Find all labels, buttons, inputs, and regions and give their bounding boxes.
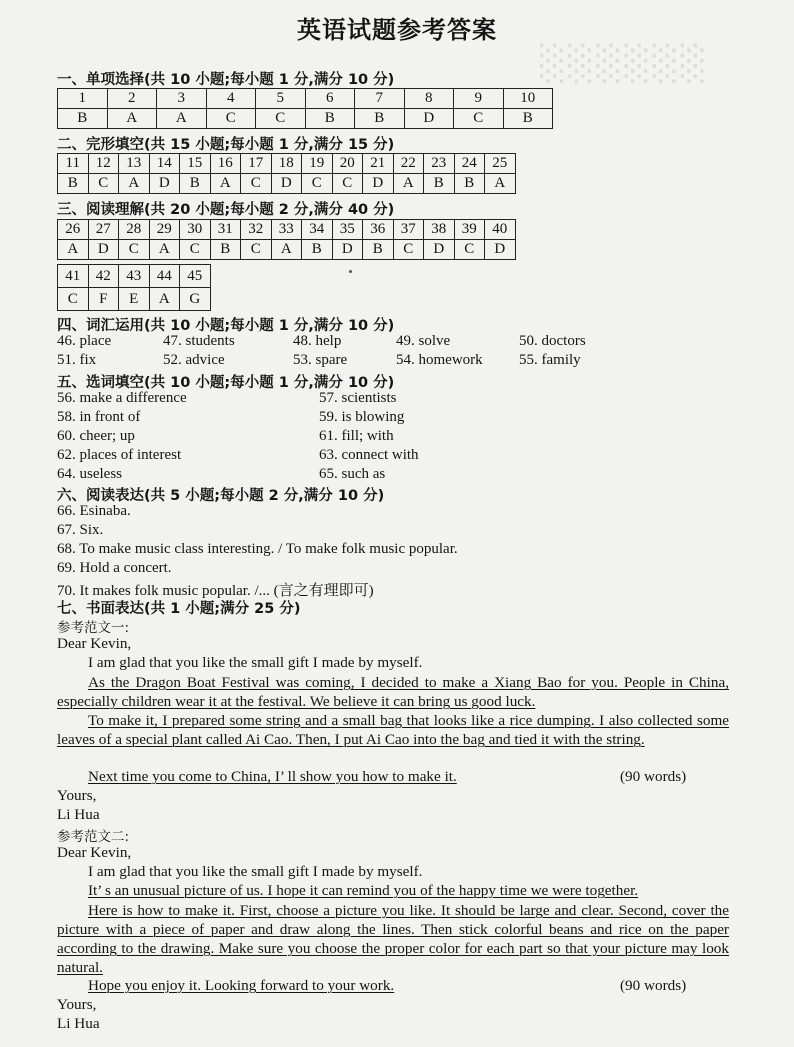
cell: 10 (503, 89, 553, 109)
cell: 32 (241, 220, 272, 240)
essay1-word-count: (90 words) (620, 768, 687, 785)
cell: 16 (210, 154, 241, 174)
cell: A (210, 174, 241, 194)
cell: D (485, 240, 516, 260)
vocab-item: 53. spare (293, 352, 348, 368)
question-number-row (58, 89, 553, 109)
cell: D (271, 174, 302, 194)
question-number-row (58, 154, 516, 174)
cell: 45 (180, 265, 211, 288)
fill-item: 65. such as (319, 466, 386, 482)
answer-table-3 (57, 219, 516, 260)
cell: D (332, 240, 363, 260)
fill-item: 63. connect with (319, 447, 419, 463)
cell: 17 (241, 154, 272, 174)
cell: C (332, 174, 363, 194)
cell: A (149, 288, 180, 311)
cell: B (58, 174, 89, 194)
cell: 41 (58, 265, 89, 288)
fill-item: 64. useless (57, 466, 122, 482)
cell: 23 (424, 154, 455, 174)
cell: 22 (393, 154, 424, 174)
vocab-item: 48. help (293, 333, 342, 349)
section-5-heading: 五、选词填空(共 10 小题;每小题 1 分,满分 10 分) (57, 375, 395, 391)
cell: B (424, 174, 455, 194)
cell: 31 (210, 220, 241, 240)
cell: 24 (454, 154, 485, 174)
cell: A (119, 174, 150, 194)
cell: 13 (119, 154, 150, 174)
answer-table-3b (57, 264, 211, 311)
essay1-paragraph-3: To make it, I prepared some string and a small bag that looks like a rice dumping. I also collected some leaves of a special plant called Ai Cao. Then, I put Ai Cao into the bag and tied it with the string. (57, 712, 729, 748)
answer-table-2 (57, 153, 516, 194)
vocab-item: 49. solve (396, 333, 451, 349)
essay1-paragraph-1: I am glad that you like the small gift I made by myself. (88, 654, 423, 671)
fill-item: 58. in front of (57, 409, 141, 425)
cell: D (88, 240, 119, 260)
section-1-heading: 一、单项选择(共 10 小题;每小题 1 分,满分 10 分) (57, 72, 395, 88)
question-number-row (58, 220, 516, 240)
cell: 3 (157, 89, 207, 109)
cell: C (206, 109, 256, 129)
essay1-closing: Yours, (57, 787, 97, 804)
cell: B (355, 109, 405, 129)
cell: E (119, 288, 150, 311)
vocab-item: 55. family (519, 352, 581, 368)
answer-table-1 (57, 88, 553, 129)
cell: 15 (180, 154, 211, 174)
cell: 27 (88, 220, 119, 240)
essay2-label: 参考范文二: (57, 829, 130, 845)
cell: 25 (485, 154, 516, 174)
cell: A (485, 174, 516, 194)
cell: 29 (149, 220, 180, 240)
cell: 34 (302, 220, 333, 240)
cell: A (393, 174, 424, 194)
reading-answer: 68. To make music class interesting. / To make folk music popular. (57, 541, 458, 557)
cell: 21 (363, 154, 394, 174)
cell: 4 (206, 89, 256, 109)
cell: 42 (88, 265, 119, 288)
vocab-item: 46. place (57, 333, 112, 349)
cell: 19 (302, 154, 333, 174)
section-3-heading: 三、阅读理解(共 20 小题;每小题 2 分,满分 40 分) (57, 202, 395, 218)
essay2-paragraph-3: Here is how to make it. First, choose a picture you like. It should be large and clear. Second, cover the picture with a piece of paper and draw along the lines. Then stick colorful beans and rice on the paper according to the drawing. Make sure you choose the proper color for each part so that your picture may look natural. (57, 902, 729, 976)
essay1-paragraph-4: Next time you come to China, I’ ll show you how to make it. (88, 768, 457, 785)
cell: 44 (149, 265, 180, 288)
cell: C (454, 240, 485, 260)
vocab-item: 51. fix (57, 352, 97, 368)
essay2-word-count: (90 words) (620, 977, 687, 994)
bleed-through-decoration: ░░░░░░ (540, 44, 709, 84)
essay1-greeting: Dear Kevin, (57, 635, 132, 652)
cell: 30 (180, 220, 211, 240)
section-6-heading: 六、阅读表达(共 5 小题;每小题 2 分,满分 10 分) (57, 488, 385, 504)
cell: 11 (58, 154, 89, 174)
cell: A (157, 109, 207, 129)
cell: A (58, 240, 89, 260)
cell: G (180, 288, 211, 311)
reading-answer: 69. Hold a concert. (57, 560, 172, 576)
cell: 37 (393, 220, 424, 240)
cell: C (454, 109, 504, 129)
cell: C (241, 174, 272, 194)
cell: 12 (88, 154, 119, 174)
cell: D (149, 174, 180, 194)
reading-answer: 66. Esinaba. (57, 503, 131, 519)
reading-answer: 67. Six. (57, 522, 104, 538)
cell: F (88, 288, 119, 311)
fill-item: 57. scientists (319, 390, 397, 406)
cell: B (180, 174, 211, 194)
essay1-paragraph-2: As the Dragon Boat Festival was coming, I decided to make a Xiang Bao for you. People in China, especially children wear it at the festival. We believe it can bring us good luck. (57, 674, 729, 710)
cell: 18 (271, 154, 302, 174)
answer-row (58, 109, 553, 129)
cell: 28 (119, 220, 150, 240)
essay1-paragraph-3-wrap (57, 711, 729, 749)
reading-answer: 70. It makes folk music popular. /... (言之有理即可) (57, 583, 374, 599)
essay2-paragraph-2: It’ s an unusual picture of us. I hope it can remind you of the happy time we were together. (88, 882, 639, 899)
cell: 5 (256, 89, 306, 109)
cell: 39 (454, 220, 485, 240)
cell: D (363, 174, 394, 194)
cell: 6 (305, 89, 355, 109)
cell: D (424, 240, 455, 260)
cell: 26 (58, 220, 89, 240)
essay1-paragraph-2-wrap (57, 673, 729, 711)
essay2-closing: Yours, (57, 996, 97, 1013)
cell: 20 (332, 154, 363, 174)
cell: B (454, 174, 485, 194)
cell: C (180, 240, 211, 260)
speck (349, 270, 352, 273)
essay2-paragraph-4: Hope you enjoy it. Looking forward to your work. (88, 977, 395, 994)
vocab-item: 52. advice (163, 352, 225, 368)
fill-item: 62. places of interest (57, 447, 182, 463)
cell: C (119, 240, 150, 260)
cell: C (256, 109, 306, 129)
cell: C (393, 240, 424, 260)
cell: D (404, 109, 454, 129)
section-4-heading: 四、词汇运用(共 10 小题;每小题 1 分,满分 10 分) (57, 318, 395, 334)
cell: C (58, 288, 89, 311)
section-7-heading: 七、书面表达(共 1 小题;满分 25 分) (57, 601, 301, 617)
question-number-row (58, 265, 211, 288)
cell: B (363, 240, 394, 260)
cell: 9 (454, 89, 504, 109)
essay2-signature: Li Hua (57, 1015, 100, 1032)
cell: 33 (271, 220, 302, 240)
fill-item: 61. fill; with (319, 428, 394, 444)
cell: 36 (363, 220, 394, 240)
answer-row (58, 288, 211, 311)
essay2-paragraph-3-wrap (57, 901, 729, 977)
cell: 1 (58, 89, 108, 109)
fill-item: 60. cheer; up (57, 428, 135, 444)
fill-item: 59. is blowing (319, 409, 405, 425)
cell: C (302, 174, 333, 194)
cell: 43 (119, 265, 150, 288)
cell: A (149, 240, 180, 260)
vocab-item: 54. homework (396, 352, 483, 368)
cell: B (305, 109, 355, 129)
cell: B (58, 109, 108, 129)
vocab-item: 50. doctors (519, 333, 586, 349)
essay1-label: 参考范文一: (57, 620, 130, 636)
cell: B (503, 109, 553, 129)
cell: 38 (424, 220, 455, 240)
vocab-item: 47. students (163, 333, 235, 349)
cell: C (88, 174, 119, 194)
page-title: 英语试题参考答案 (297, 16, 497, 44)
fill-item: 56. make a difference (57, 390, 187, 406)
answer-row (58, 240, 516, 260)
essay2-greeting: Dear Kevin, (57, 844, 132, 861)
cell: 35 (332, 220, 363, 240)
cell: 2 (107, 89, 157, 109)
cell: 14 (149, 154, 180, 174)
cell: A (107, 109, 157, 129)
cell: 7 (355, 89, 405, 109)
cell: B (302, 240, 333, 260)
answer-row (58, 174, 516, 194)
essay2-paragraph-1: I am glad that you like the small gift I made by myself. (88, 863, 423, 880)
cell: A (271, 240, 302, 260)
section-2-heading: 二、完形填空(共 15 小题;每小题 1 分,满分 15 分) (57, 137, 395, 153)
cell: C (241, 240, 272, 260)
cell: 8 (404, 89, 454, 109)
cell: B (210, 240, 241, 260)
cell: 40 (485, 220, 516, 240)
essay1-signature: Li Hua (57, 806, 100, 823)
